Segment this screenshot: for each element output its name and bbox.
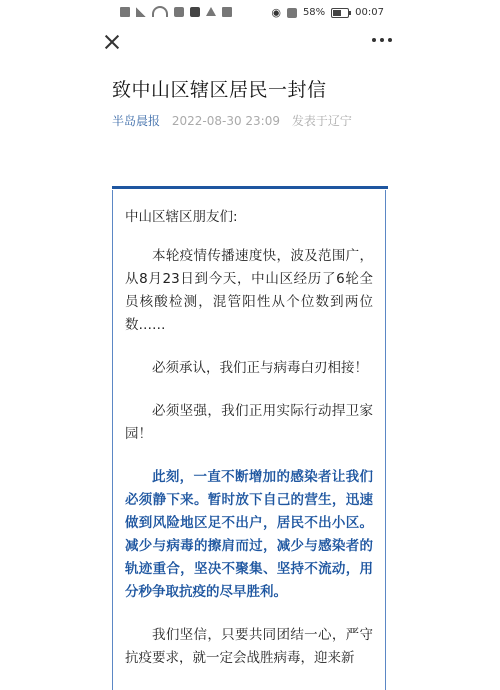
- battery-percent: 58%: [302, 7, 326, 18]
- eye-icon: ◉: [271, 6, 281, 19]
- battery-icon: [331, 8, 349, 18]
- article-source[interactable]: 半岛晨报: [112, 114, 161, 128]
- close-icon[interactable]: [102, 32, 122, 52]
- photo-icon: [120, 7, 130, 17]
- letter-body: [112, 190, 386, 690]
- box-icon: [222, 7, 232, 17]
- article-title: 致中山区辖区居民一封信: [112, 79, 327, 101]
- letter-emphasis-paragraph: 此刻，一直不断增加的感染者让我们必须静下来。暂时放下自己的营生，迅速做到风险地区足不出户，居民不出小区。减少与病毒的擦肩而过，减少与感染者的轨迹重合，坚决不聚集、坚持不流动，用分秒争取抗疫的尽早胜利。: [125, 469, 373, 600]
- status-time: 00:07: [355, 7, 384, 18]
- article-date: 2022-08-30 23:09: [171, 114, 280, 128]
- article-meta: [112, 112, 352, 129]
- sms-icon: [174, 7, 184, 17]
- letter-top-rule: [112, 186, 388, 189]
- letter-paragraph: 必须承认，我们正与病毒白刃相接！: [152, 360, 368, 376]
- letter-paragraph: 必须坚强，我们正用实际行动捍卫家园！: [125, 403, 373, 442]
- status-bar: [0, 0, 500, 26]
- more-icon[interactable]: [372, 38, 392, 46]
- signal-icon: [136, 7, 146, 17]
- alarm-icon: [287, 8, 297, 18]
- status-left-icons: [120, 6, 232, 17]
- status-right-icons: [271, 6, 384, 19]
- nav-icon: [206, 7, 216, 16]
- article-location: 发表于辽宁: [291, 114, 352, 128]
- wifi-icon: [152, 6, 168, 17]
- letter-paragraph: 我们坚信，只要共同团结一心，严守抗疫要求，就一定会战胜病毒，迎来新: [125, 627, 373, 666]
- letter-greeting: 中山区辖区朋友们:: [125, 209, 238, 225]
- letter-paragraph: 本轮疫情传播速度快，波及范围广，从8月23日到今天，中山区经历了6轮全员核酸检测，混管阳性从个位数到两位数……: [125, 248, 373, 333]
- app-icon: [190, 7, 200, 17]
